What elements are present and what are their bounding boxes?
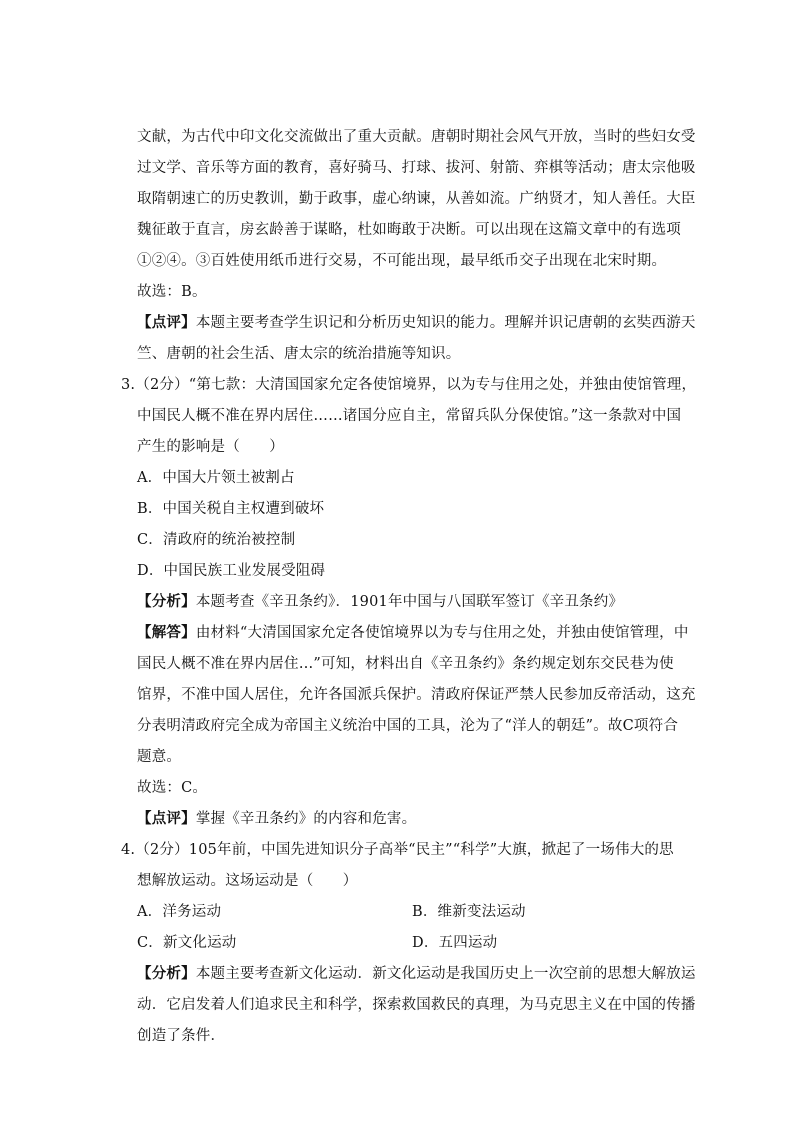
comment-tag: 【点评】 (137, 314, 196, 331)
q3-stem-line: （2分）“第七款：大清国国家允定各使馆境界，以为专与住用之处，并独由使馆管理， (135, 377, 697, 393)
comment-tag: 【点评】 (137, 810, 196, 827)
q4-option-d: D．五四运动 (412, 935, 498, 951)
q4-stem-line: 想解放运动。这场运动是（ ） (137, 873, 358, 889)
q4-stem (121, 840, 674, 860)
q3-answer: 故选：C。 (137, 780, 208, 796)
q3-analysis-text: 本题考查《辛丑条约》．1901年中国与八国联军签订《辛丑条约》 (195, 594, 624, 610)
q4-option-a: A．洋务运动 (137, 904, 222, 920)
q2-answer: 故选：B。 (137, 284, 207, 300)
q3-stem (121, 375, 696, 395)
q4-analysis (137, 964, 696, 984)
q4-option-c: C．新文化运动 (137, 935, 237, 951)
q3-solution-text: 由材料“大清国国家允定各使馆境界以为专与住用之处，并独由使馆管理，中 (195, 625, 689, 641)
q3-comment (137, 809, 416, 829)
q4-analysis-text: 本题主要考查新文化运动．新文化运动是我国历史上一次空前的思想大解放运 (195, 966, 696, 982)
q3-stem-line: 中国民人概不准在界内居住……诸国分应自主，常留兵队分保使馆。”这一条款对中国 (137, 408, 682, 424)
q3-option-d: D．中国民族工业发展受阻碍 (137, 563, 326, 579)
q4-number: 4. (121, 842, 136, 858)
q2-explanation-line: 文献，为古代中印文化交流做出了重大贡献。唐朝时期社会风气开放，当时的些妇女受 (137, 129, 696, 145)
q3-solution-line: 题意。 (137, 749, 182, 765)
q3-solution (137, 623, 689, 643)
q3-solution-line: 国民人概不准在界内居住…”可知，材料出自《辛丑条约》条约规定划东交民巷为使 (137, 656, 674, 672)
q3-stem-line: 产生的影响是（ ） (137, 439, 284, 455)
q4-analysis-line: 创造了条件． (137, 1028, 226, 1044)
q2-explanation-line: ①②④。③百姓使用纸币进行交易，不可能出现，最早纸币交子出现在北宋时期。 (137, 253, 667, 269)
q3-comment-text: 掌握《辛丑条约》的内容和危害。 (195, 811, 417, 827)
q2-explanation-line: 魏征敢于直言，房玄龄善于谋略，杜如晦敢于决断。可以出现在这篇文章中的有选项 (137, 222, 681, 238)
q4-stem-line: （2分）105年前，中国先进知识分子高举“民主”“科学”大旗，掀起了一场伟大的思 (135, 842, 674, 858)
q2-comment (137, 313, 696, 333)
q4-option-b: B．维新变法运动 (412, 904, 526, 920)
q3-solution-line: 馆界，不准中国人居住，允许各国派兵保护。清政府保证严禁人民参加反帝活动，这充 (137, 687, 696, 703)
q3-solution-line: 分表明清政府完全成为帝国主义统治中国的工具，沦为了“洋人的朝廷”。故C项符合 (137, 718, 679, 734)
q2-explanation-line: 取隋朝速亡的历史教训，勤于政事，虚心纳谏，从善如流。广纳贤才，知人善任。大臣 (137, 191, 696, 207)
q3-option-b: B．中国关税自主权遭到破坏 (137, 501, 325, 517)
q4-analysis-line: 动．它启发着人们追求民主和科学，探索救国救民的真理，为马克思主义在中国的传播 (137, 997, 696, 1013)
q2-comment-text: 本题主要考查学生识记和分析历史知识的能力。理解并识记唐朝的玄奘西游天 (195, 315, 696, 331)
q3-analysis (137, 592, 623, 612)
solution-tag: 【解答】 (137, 624, 196, 641)
q3-number: 3. (121, 377, 136, 393)
q3-option-c: C．清政府的统治被控制 (137, 532, 296, 548)
q3-option-a: A．中国大片领土被割占 (137, 470, 295, 486)
q2-comment-line: 竺、唐朝的社会生活、唐太宗的统治措施等知识。 (137, 346, 461, 362)
analysis-tag: 【分析】 (137, 965, 196, 982)
analysis-tag: 【分析】 (137, 593, 196, 610)
q2-explanation-line: 过文学、音乐等方面的教育，喜好骑马、打球、拔河、射箭、弈棋等活动；唐太宗他吸 (137, 160, 696, 176)
